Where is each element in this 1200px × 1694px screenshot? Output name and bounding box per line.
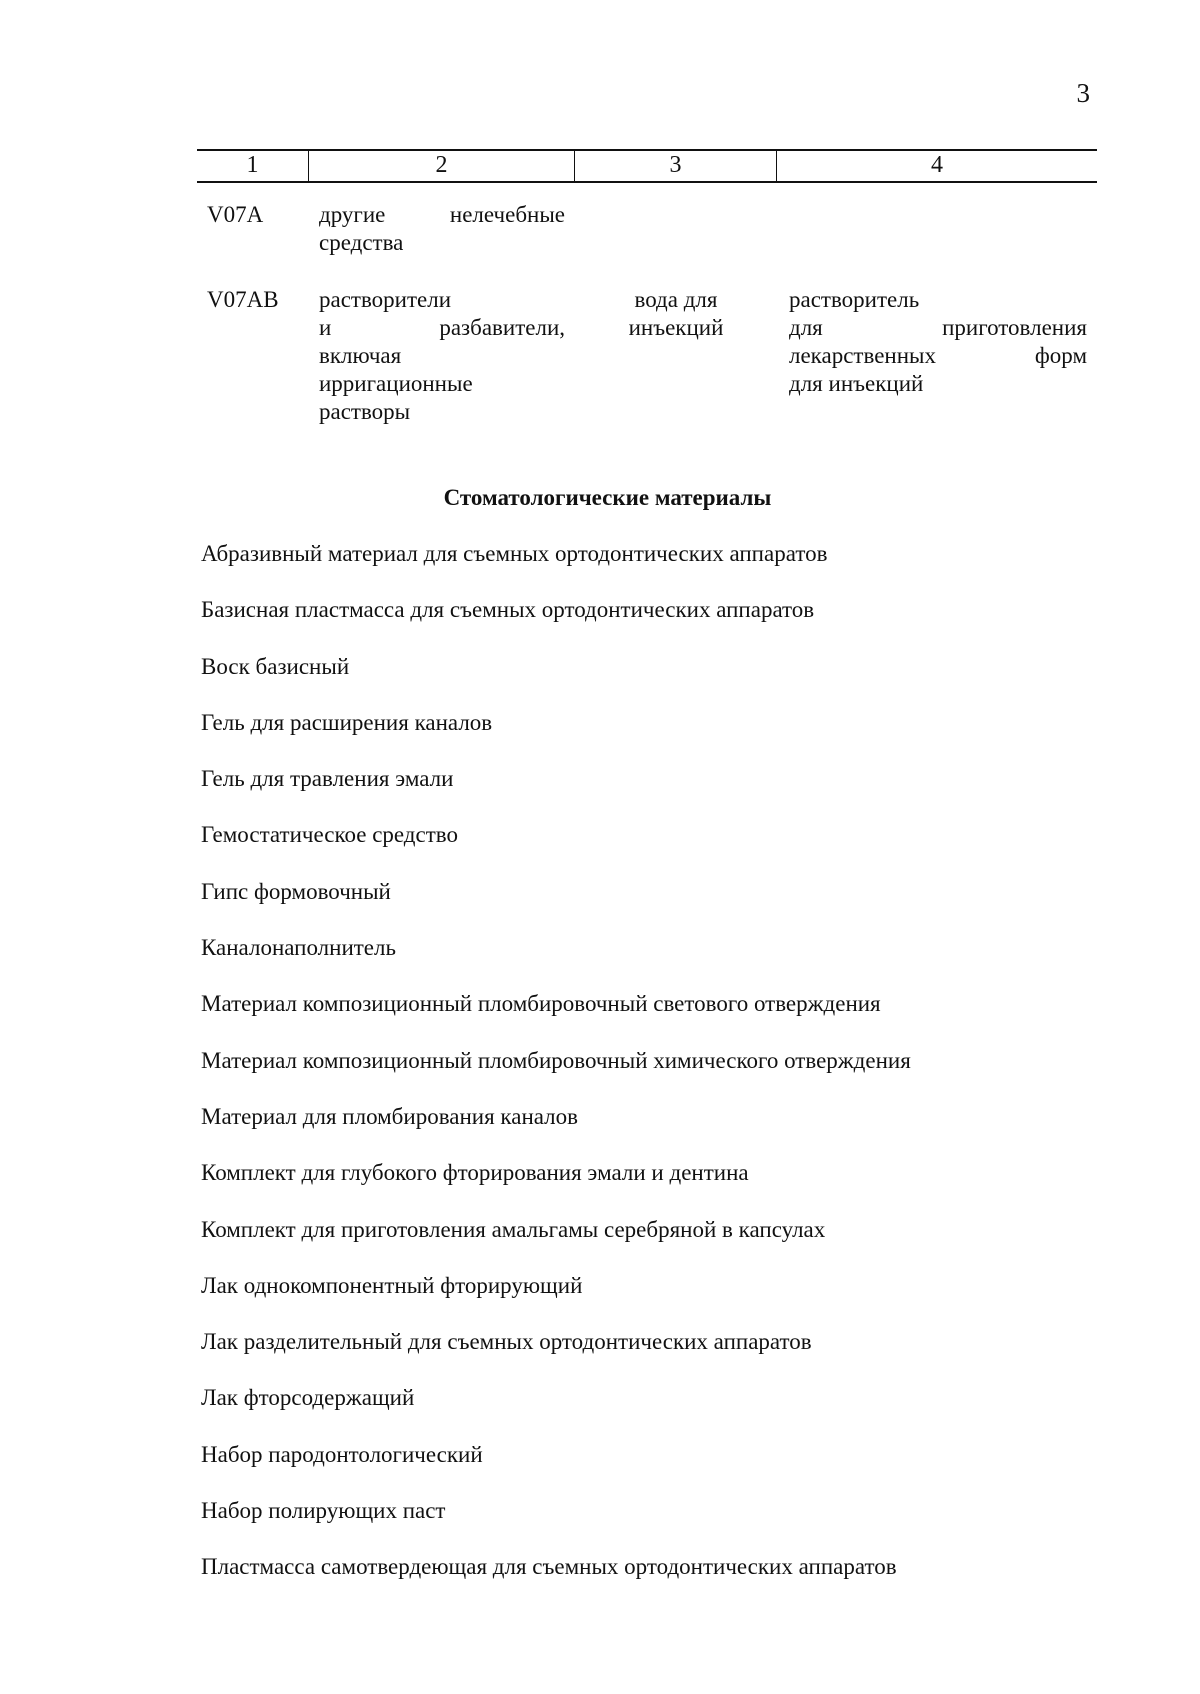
list-item: Комплект для глубокого фторирования эмали и дентина xyxy=(201,1160,749,1186)
list-item: Лак разделительный для съемных ортодонтических аппаратов xyxy=(201,1329,812,1355)
cell-word: ирригационные xyxy=(319,371,473,396)
list-item: Набор пародонтологический xyxy=(201,1441,483,1467)
header-cell-4: 4 xyxy=(776,151,1097,181)
cell-line xyxy=(789,342,1087,370)
list-item: Комплект для приготовления амальгамы серебряной в капсулах xyxy=(201,1216,826,1242)
list-item: Гель для расширения каналов xyxy=(201,709,493,735)
cell-word: другие xyxy=(319,202,386,227)
table-header xyxy=(197,149,1097,183)
section-title: Стоматологические материалы xyxy=(443,485,772,510)
cell-line xyxy=(616,286,736,314)
cell-word: растворитель xyxy=(789,287,920,312)
cell-word: для xyxy=(789,315,823,340)
group-name xyxy=(319,286,565,426)
cell-word: средства xyxy=(319,230,404,255)
cell-line xyxy=(616,314,736,342)
cell-line xyxy=(319,229,565,257)
list-item: Пластмасса самотвердеющая для съемных ортодонтических аппаратов xyxy=(201,1554,897,1580)
cell-word: лекарственных xyxy=(789,343,936,368)
list-item: Материал композиционный пломбировочный светового отверждения xyxy=(201,991,881,1017)
cell-word: и xyxy=(319,315,332,340)
list-item: Набор полирующих паст xyxy=(201,1498,446,1524)
cell-word: для инъекций xyxy=(789,371,924,396)
cell-line xyxy=(319,314,565,342)
cell-line xyxy=(319,201,565,229)
list-item: Гель для травления эмали xyxy=(201,766,454,792)
list-item: Базисная пластмасса для съемных ортодонтических аппаратов xyxy=(201,597,815,623)
list-item: Материал для пломбирования каналов xyxy=(201,1103,578,1129)
list-item: Лак фторсодержащий xyxy=(201,1385,415,1411)
list-item: Материал композиционный пломбировочный химического отверждения xyxy=(201,1047,911,1073)
cell-word: растворители xyxy=(319,287,452,312)
list-item: Гемостатическое средство xyxy=(201,822,458,848)
cell-word: форм xyxy=(1034,343,1087,368)
list-item: Лак однокомпонентный фторирующий xyxy=(201,1272,583,1298)
cell-word: разбавители, xyxy=(439,315,565,340)
materials-list xyxy=(201,540,911,1610)
header-cell-3: 3 xyxy=(574,151,776,181)
list-item: Абразивный материал для съемных ортодонтических аппаратов xyxy=(201,541,828,566)
cell-line xyxy=(789,286,1087,314)
list-item: Воск базисный xyxy=(201,653,350,679)
cell-word: нелечебные xyxy=(449,202,565,227)
cell-line xyxy=(789,314,1087,342)
cell-line xyxy=(319,342,565,370)
page-number: 3 xyxy=(1076,78,1090,108)
cell-line xyxy=(319,398,565,426)
atc-code: V07A xyxy=(207,202,264,227)
header-cell-1: 1 xyxy=(246,152,259,178)
cell-word: растворы xyxy=(319,399,411,424)
cell-word: приготовления xyxy=(942,315,1087,340)
cell-line xyxy=(319,286,565,314)
list-item: Гипс формовочный xyxy=(201,878,391,904)
cell-word: вода для xyxy=(634,287,718,312)
cell-word: инъекций xyxy=(628,315,724,340)
dosage-form xyxy=(789,286,1087,398)
drug-name xyxy=(616,286,736,342)
cell-word: включая xyxy=(319,343,402,368)
list-item: Каналонаполнитель xyxy=(201,935,396,961)
header-cell-2: 2 xyxy=(308,151,574,181)
atc-code: V07AB xyxy=(207,287,279,312)
cell-line xyxy=(789,370,1087,398)
cell-line xyxy=(319,370,565,398)
group-name xyxy=(319,201,565,257)
